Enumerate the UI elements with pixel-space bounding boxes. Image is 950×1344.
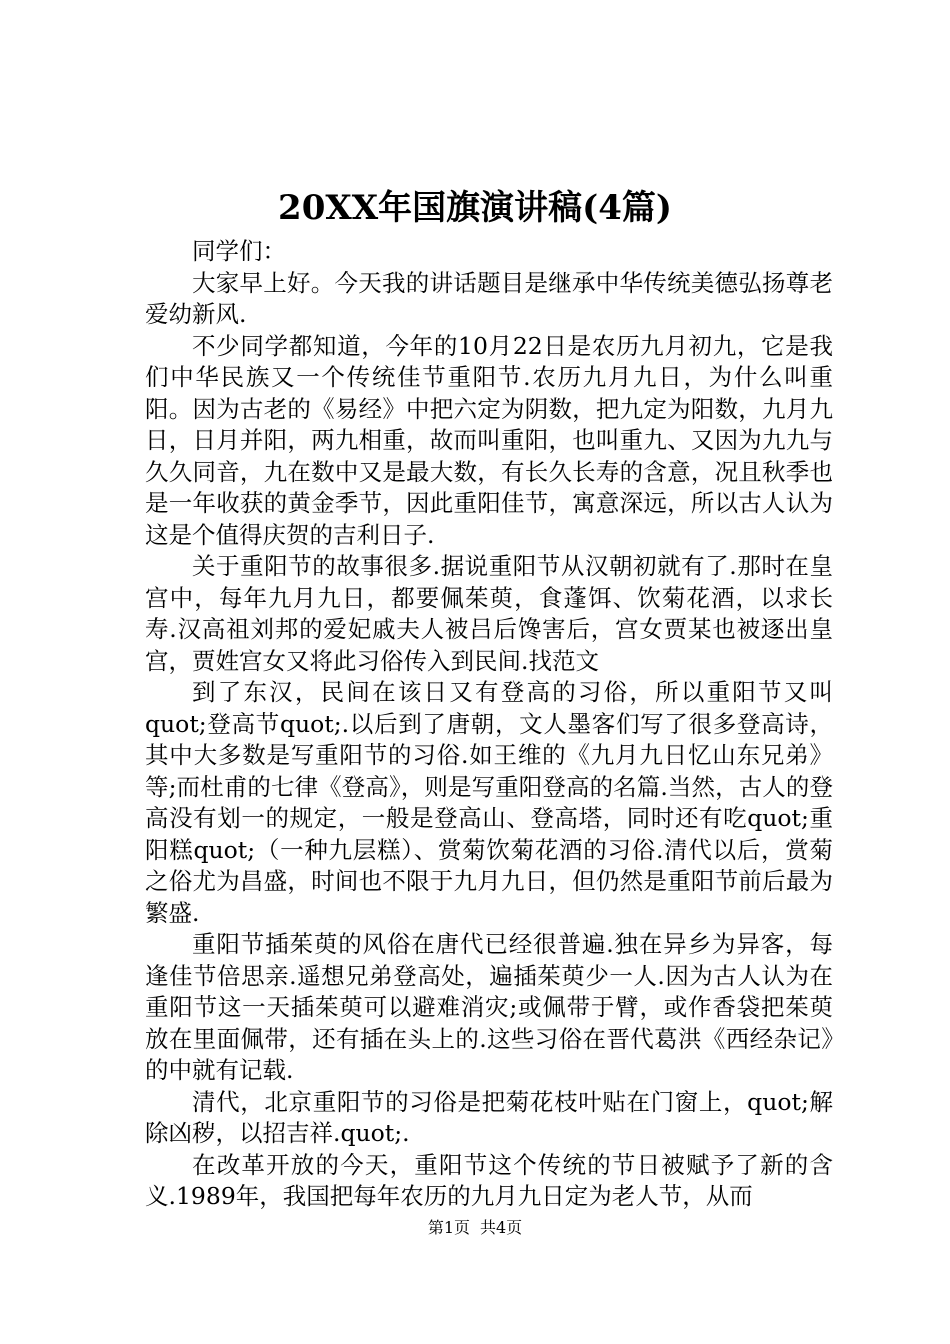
page-number: 第1页 [427, 1218, 470, 1237]
document-title: 20XX年国旗演讲稿(4篇) [278, 188, 672, 228]
document-body [145, 236, 833, 1213]
page-total: 共4页 [480, 1218, 523, 1237]
paragraph-qing-dynasty: 清代，北京重阳节的习俗是把菊花枝叶贴在门窗上，quot;解除凶秽，以招吉祥.quot;. [145, 1087, 833, 1147]
paragraph-greeting: 同学们： [192, 237, 286, 265]
paragraph-opening: 大家早上好。今天我的讲话题目是继承中华传统美德弘扬尊老爱幼新风. [145, 268, 833, 328]
paragraph-modern: 在改革开放的今天，重阳节这个传统的节日被赋予了新的含义.1989年，我国把每年农历的九月九日定为老人节，从而 [145, 1150, 833, 1210]
page-footer [0, 1217, 950, 1239]
paragraph-story: 关于重阳节的故事很多.据说重阳节从汉朝初就有了.那时在皇宫中，每年九月九日，都要佩茱萸，食蓬饵、饮菊花酒，以求长寿.汉高祖刘邦的爱妃戚夫人被吕后馋害后，宫女贾某也被逐出皇宫，贾姓宫女又将此习俗传入到民间.找范文 [145, 552, 833, 675]
paragraph-zhuyu: 重阳节插茱萸的风俗在唐代已经很普遍.独在异乡为异客，每逢佳节倍思亲.遥想兄弟登高处，遍插茱萸少一人.因为古人认为在重阳节这一天插茱萸可以避难消灾;或佩带于臂，或作香袋把茱萸放在里面佩带，还有插在头上的.这些习俗在晋代葛洪《西经杂记》的中就有记载. [145, 930, 833, 1084]
paragraph-origin: 不少同学都知道，今年的10月22日是农历九月初九，它是我们中华民族又一个传统佳节重阳节.农历九月九日，为什么叫重阳。因为古老的《易经》中把六定为阴数，把九定为阳数，九月九日，日月并阳，两九相重，故而叫重阳，也叫重九、又因为九九与久久同音，九在数中又是最大数，有长久长寿的含意，况且秋季也是一年收获的黄金季节，因此重阳佳节，寓意深远，所以古人认为这是个值得庆贺的吉利日子. [145, 331, 833, 549]
paragraph-eastern-han: 到了东汉，民间在该日又有登高的习俗，所以重阳节又叫quot;登高节quot;.以后到了唐朝，文人墨客们写了很多登高诗，其中大多数是写重阳节的习俗.如王维的《九月九日忆山东兄弟》等;而杜甫的七律《登高》，则是写重阳登高的名篇.当然，古人的登高没有划一的规定，一般是登高山、登高塔，同时还有吃quot;重阳糕quot;（一种九层糕）、赏菊饮菊花酒的习俗.清代以后，赏菊之俗尤为昌盛，时间也不限于九月九日，但仍然是重阳节前后最为繁盛. [145, 678, 833, 927]
